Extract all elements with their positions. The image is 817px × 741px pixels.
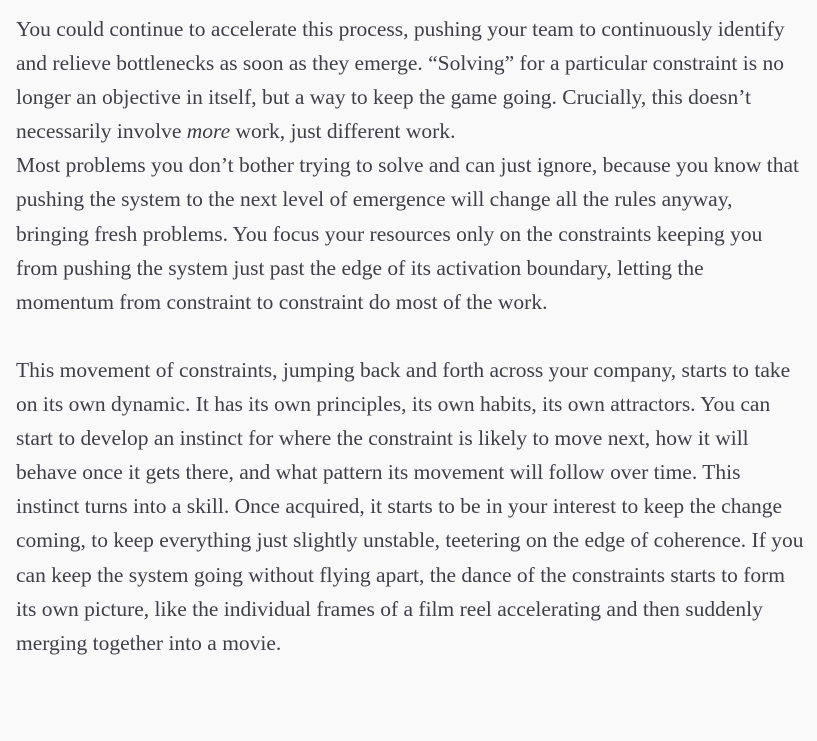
paragraph-acceleration-text-end: work, just different work. [230,119,456,144]
paragraph-acceleration-text-start: You could continue to accelerate this process, pushing your team to continuously identify and relieve bottlenecks as soon as they emerge. “Solving” for a particular constraint is no longer an objective in itself, but a way to keep the game going. Crucially, this doesn’t necessarily involve [16,17,785,144]
paragraph-acceleration [16,12,806,148]
paragraph-movement-of-constraints: This movement of constraints, jumping back and forth across your company, starts to take on its own dynamic. It has its own principles, its own habits, its own attractors. You can start to develop an instinct for where the constraint is likely to move next, how it will behave once it gets there, and what pattern its movement will follow over time. This instinct turns into a skill. Once acquired, it starts to be in your interest to keep the change coming, to keep everything just slightly unstable, teetering on the edge of coherence. If you can keep the system going without flying apart, the dance of the constraints starts to form its own picture, like the individual frames of a film reel accelerating and then suddenly merging together into a movie. [16,357,804,655]
paragraph-spacer [16,319,806,353]
paragraph-ignore-problems: Most problems you don’t bother trying to solve and can just ignore, because you know that pushing the system to the next level of emergence will change all the rules anyway, bringing fresh problems. You focus your resources only on the constraints keeping you from pushing the system just past the edge of its activation boundary, letting the momentum from constraint to constraint do most of the work. [16,153,800,314]
emphasis-more: more [186,119,231,144]
article-body [16,12,806,660]
